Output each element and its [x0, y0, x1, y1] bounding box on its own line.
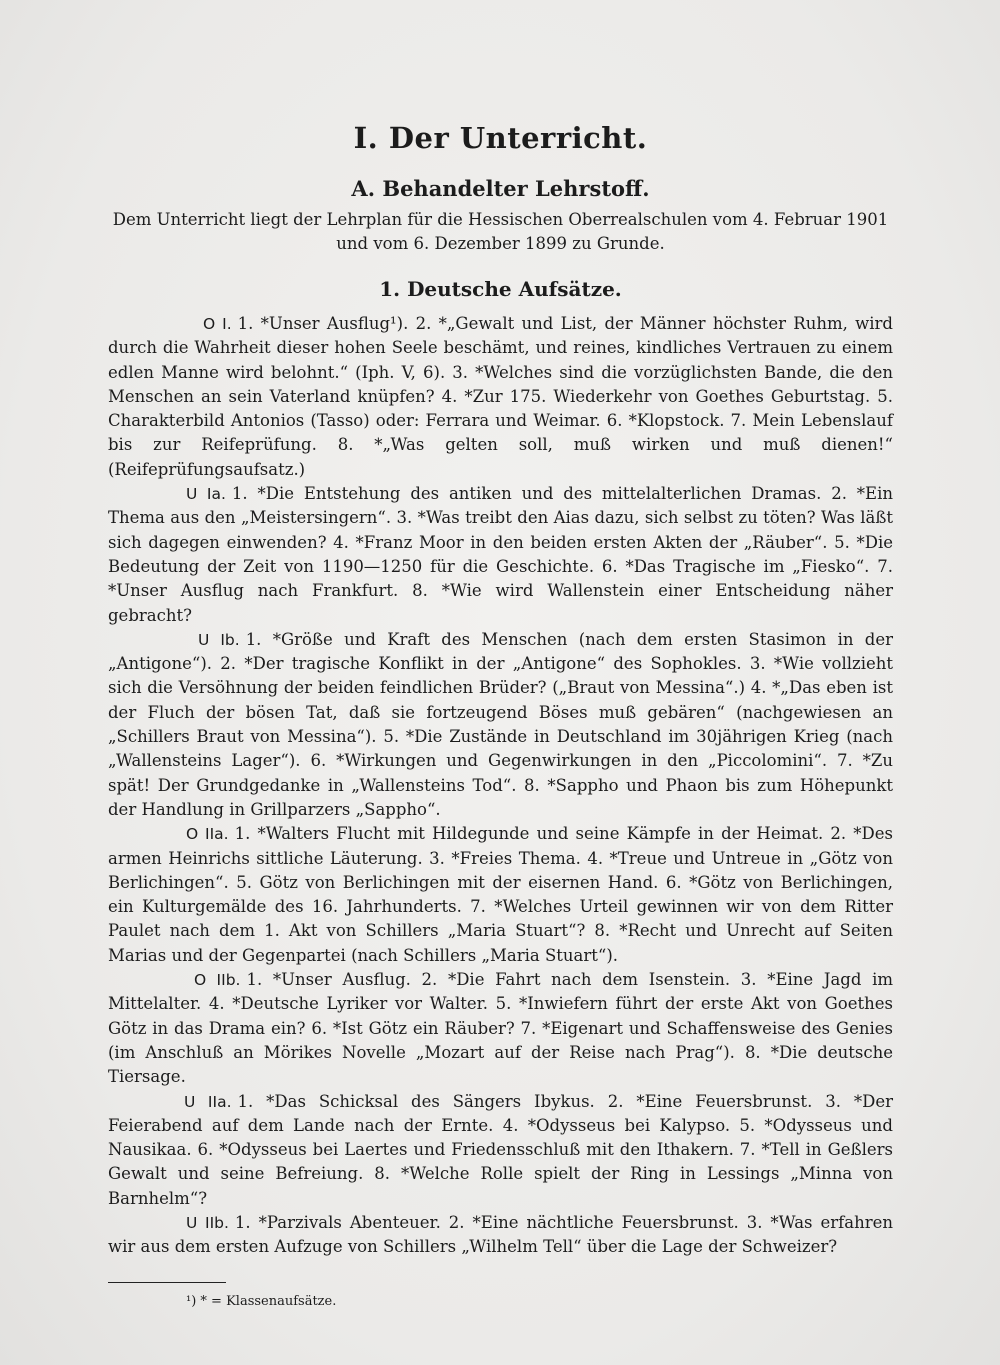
class-entry-u2a [108, 1090, 893, 1211]
subsection-title: 1. Deutsche Aufsätze. [379, 277, 622, 301]
class-topics: 1. *Unser Ausflug. 2. *Die Fahrt nach dem Isenstein. 3. *Eine Jagd im Mittelalter. 4. *Deutsche Lyriker vor Walter. 5. *Inwiefern führt der erste Akt von Goethes Götz in das Drama ein? 6. *Ist Götz ein Räuber? 7. *Eigenart und Schaffensweise des Genies (im Anschluß an Mörikes Novelle „Mozart auf der Reise nach Prag“). 8. *Die deutsche Tiersage. [108, 970, 893, 1087]
chapter-title: I. Der Unterricht. [353, 121, 648, 155]
class-topics: 1. *Walters Flucht mit Hildegunde und seine Kämpfe in der Heimat. 2. *Des armen Heinrichs sittliche Läuterung. 3. *Freies Thema. 4. *Treue und Untreue in „Götz von Berlichingen“. 5. Götz von Berlichingen mit der eisernen Hand. 6. *Götz von Berlichingen, ein Kulturgemälde des 16. Jahrhunderts. 7. *Welches Urteil gewinnen wir von dem Ritter Paulet nach dem 1. Akt von Schillers „Maria Stuart“? 8. *Recht und Unrecht auf Seiten Marias und der Gegenpartei (nach Schillers „Maria Stuart“). [108, 824, 893, 965]
class-entry-u1a [108, 482, 893, 628]
class-entry-u1b [108, 628, 893, 822]
section-title: A. Behandelter Lehrstoff. [351, 176, 650, 201]
class-label: U IIb. [186, 1213, 229, 1232]
class-entry-u2b [108, 1211, 893, 1260]
class-topics: 1. *Das Schicksal des Sängers Ibykus. 2. *Eine Feuersbrunst. 3. *Der Feierabend auf dem Lande nach der Ernte. 4. *Odysseus bei Kalypso. 5. *Odysseus und Nausikaa. 6. *Odysseus bei Laertes und Friedensschluß mit den Ithakern. 7. *Tell in Geßlers Gewalt und seine Befreiung. 8. *Welche Rolle spielt der Ring in Lessings „Minna von Barnhelm“? [108, 1091, 893, 1208]
footnote: ¹) * = Klassenaufsätze. [186, 1293, 337, 1309]
class-topics: 1. *Die Entstehung des antiken und des mittelalterlichen Dramas. 2. *Ein Thema aus den „Meistersingern“. 3. *Was treibt den Aias dazu, sich selbst zu töten? Was läßt sich dagegen einwenden? 4. *Franz Moor in den beiden ersten Akten der „Räuber“. 5. *Die Bedeutung der Zeit von 1190—1250 für die Geschichte. 6. *Das Tragische im „Fiesko“. 7. *Unser Ausflug nach Frankfurt. 8. *Wie wird Wallenstein einer Entscheidung näher gebracht? [108, 484, 893, 625]
class-entry-o2b [108, 968, 893, 1089]
class-topics: 1. *Parzivals Abenteuer. 2. *Eine nächtliche Feuersbrunst. 3. *Was erfahren wir aus dem ersten Aufzuge von Schillers „Wilhelm Tell“ über die Lage der Schweizer? [108, 1212, 893, 1257]
class-label: O IIa. [186, 825, 229, 844]
footnote-divider [108, 1282, 226, 1283]
class-label: O I. [203, 315, 232, 333]
class-entry-o1 [108, 312, 893, 482]
class-label: U Ia. [186, 485, 226, 504]
class-label: U IIa. [184, 1092, 232, 1111]
class-topics: 1. *Unser Ausflug¹). 2. *„Gewalt und List, der Männer höchster Ruhm, wird durch die Wahrheit dieser hohen Seele beschämt, und reines, kindliches Vertrauen zu einem edlen Manne wird belohnt.“ (Iph. V, 6). 3. *Welches sind die vorzüglichsten Bande, die den Menschen an sein Vaterland knüpfen? 4. *Zur 175. Wiederkehr von Goethes Geburtstag. 5. Charakterbild Antonios (Tasso) oder: Ferrara und Weimar. 6. *Klopstock. 7. Mein Lebenslauf bis zur Reifeprüfung. 8. *„Was gelten soll, muß wirken und muß dienen!“ (Reifeprüfungsaufsatz.) [108, 314, 893, 479]
page-content [108, 118, 893, 1311]
class-topics: 1. *Größe und Kraft des Menschen (nach dem ersten Stasimon in der „Antigone“). 2. *Der tragische Konflikt in der „Antigone“ des Sophokles. 3. *Wie vollzieht sich die Versöhnung der beiden feindlichen Brüder? („Braut von Messina“.) 4. *„Das eben ist der Fluch der bösen Tat, daß sie fortzeugend Böses muß gebären“ (nachgewiesen an „Schillers Braut von Messina“). 5. *Die Zustände in Deutschland im 30jährigen Krieg (nach „Wallensteins Lager“). 6. *Wirkungen und Gegenwirkungen in den „Piccolomini“. 7. *Zu spät! Der Grundgedanke in „Wallensteins Tod“. 8. *Sappho und Phaon bis zum Höhepunkt der Handlung in Grillparzers „Sappho“. [108, 629, 893, 819]
class-label: U Ib. [198, 630, 240, 649]
class-label: O IIb. [194, 971, 241, 990]
class-entry-o2a [108, 822, 893, 968]
intro-text: Dem Unterricht liegt der Lehrplan für die Hessischen Oberrealschulen vom 4. Februar 1901 und vom 6. Dezember 1899 zu Grunde. [112, 210, 889, 253]
